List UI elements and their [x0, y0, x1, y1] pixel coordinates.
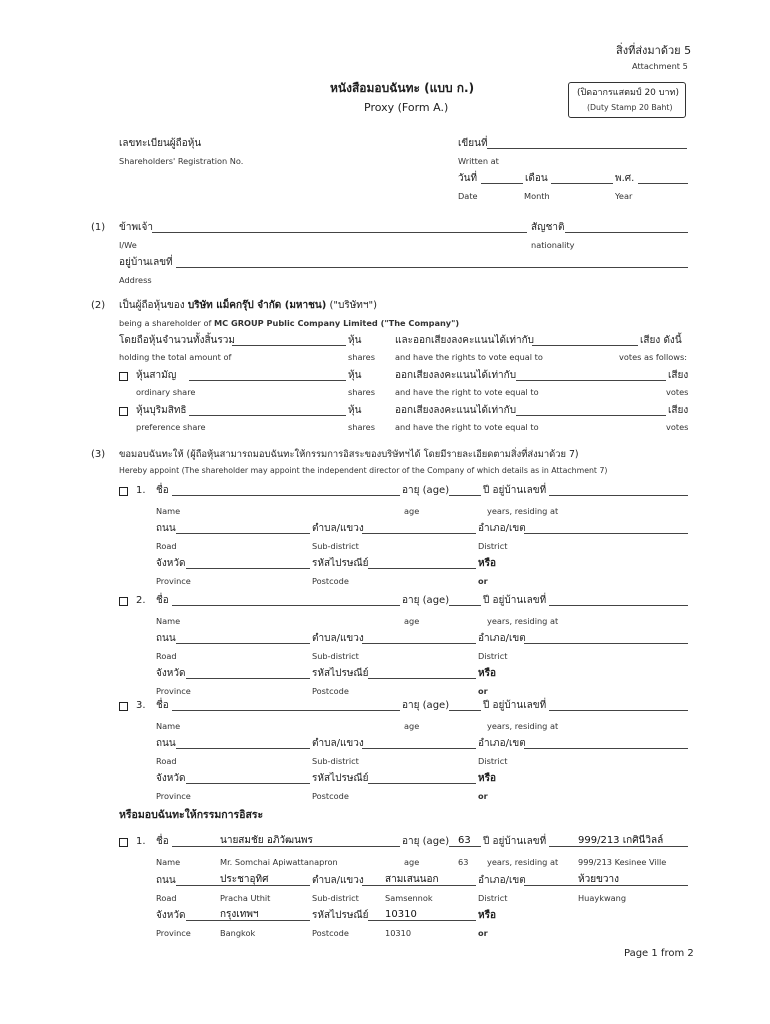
proxy-3-postcode-label-en: Postcode: [312, 791, 349, 801]
indep-postcode-value: 10310: [385, 909, 417, 920]
proxy-3-name-field[interactable]: [172, 710, 400, 711]
proxy-3-residing-label-th: ปี อยู่บ้านเลขที่: [483, 700, 547, 711]
independent-director-heading: หรือมอบฉันทะให้กรรมการอิสระ: [119, 809, 264, 821]
proxy-1-or-label-en: or: [478, 576, 488, 586]
indep-district-line: [524, 885, 688, 886]
indep-name-label-en: Name: [156, 857, 181, 867]
year-label-th: พ.ศ.: [615, 173, 635, 184]
proxy-1-province-label-th: จังหวัด: [156, 558, 186, 569]
proxy-2-postcode-label-th: รหัสไปรษณีย์: [312, 668, 369, 679]
indep-name-value-th: นายสมชัย อภิวัฒนพร: [220, 835, 313, 846]
i-we-label-en: I/We: [119, 240, 137, 250]
indep-subdistrict-label-en: Sub-district: [312, 893, 359, 903]
indep-district-label-en: District: [478, 893, 508, 903]
shares-unit-th: หุ้น: [348, 335, 362, 346]
indep-age-line: [449, 846, 481, 847]
indep-subdistrict-line: [362, 885, 476, 886]
year-label-en: Year: [615, 191, 633, 201]
month-label-th: เดือน: [525, 173, 548, 184]
proxy-2-subdistrict-label-en: Sub-district: [312, 651, 359, 661]
indep-postcode-label-th: รหัสไปรษณีย์: [312, 910, 369, 921]
duty-stamp-box: [568, 82, 686, 118]
proxy-3-road-field[interactable]: [176, 748, 310, 749]
shareholder-of-th: [119, 301, 377, 311]
indep-subdistrict-value-th: สามเสนนอก: [385, 874, 439, 885]
duty-stamp-en: (Duty Stamp 20 Baht): [587, 103, 673, 112]
proxy-1-postcode-label-en: Postcode: [312, 576, 349, 586]
shareholder-of-en-prefix: being a shareholder of: [119, 318, 212, 328]
proxy-3-postcode-label-th: รหัสไปรษณีย์: [312, 773, 369, 784]
total-shares-label-th: โดยถือหุ้นจำนวนทั้งสิ้นรวม: [119, 335, 235, 346]
proxy-2-age-label-th: อายุ (age): [402, 595, 450, 606]
proxy-3-number: 3.: [136, 700, 146, 711]
proxy-3-subdistrict-label-th: ตำบล/แขวง: [312, 738, 364, 749]
nationality-label-th: สัญชาติ: [531, 222, 565, 233]
page-number: Page 1 from 2: [624, 948, 694, 959]
total-votes-field[interactable]: [532, 345, 638, 346]
proxy-3-address-field[interactable]: [549, 710, 688, 711]
ordinary-shares-unit-th: หุ้น: [348, 370, 362, 381]
shareholder-of-en: [119, 319, 459, 327]
ordinary-vote-field[interactable]: [516, 380, 666, 381]
preference-shares-unit-th: หุ้น: [348, 405, 362, 416]
indep-road-line: [176, 885, 310, 886]
ordinary-vote-unit-th: เสียง: [668, 370, 689, 381]
proxy-2-residing-label-en: years, residing at: [487, 616, 559, 626]
proxy-1-district-field[interactable]: [524, 533, 688, 534]
indep-age-value-en: 63: [458, 857, 469, 867]
preference-share-field[interactable]: [189, 415, 346, 416]
indep-name-value-en: Mr. Somchai Apiwattanapron: [220, 857, 338, 867]
proxy-2-or-label-th: หรือ: [478, 668, 496, 679]
proxy-2-name-label-th: ชื่อ: [156, 595, 169, 606]
written-at-label-en: Written at: [458, 156, 499, 166]
proxy-3-province-label-th: จังหวัด: [156, 773, 186, 784]
attachment-number-en: Attachment 5: [632, 61, 688, 71]
duty-stamp-th: (ปิดอากรแสตมป์ 20 บาท): [577, 88, 679, 98]
proxy-2-road-field[interactable]: [176, 643, 310, 644]
preference-vote-unit-en: votes: [666, 422, 689, 432]
year-field[interactable]: [638, 183, 688, 184]
reg-no-label-th: เลขทะเบียนผู้ถือหุ้น: [119, 138, 202, 149]
proxy-3-or-label-th: หรือ: [478, 773, 496, 784]
indep-or-label-th: หรือ: [478, 910, 496, 921]
indep-name-line: [172, 846, 400, 847]
ordinary-vote-unit-en: votes: [666, 387, 689, 397]
ordinary-share-label-en: ordinary share: [136, 387, 196, 397]
total-votes-label-th: และออกเสียงลงคะแนนได้เท่ากับ: [395, 335, 535, 346]
indep-road-label-th: ถนน: [156, 875, 176, 886]
section-2-number: (2): [91, 300, 106, 311]
company-short-th: ("บริษัทฯ"): [329, 300, 378, 311]
proxy-2-postcode-label-en: Postcode: [312, 686, 349, 696]
indep-province-value-en: Bangkok: [220, 928, 256, 938]
nationality-field[interactable]: [565, 232, 688, 233]
proxy-1-subdistrict-label-en: Sub-district: [312, 541, 359, 551]
proxy-3-or-label-en: or: [478, 791, 488, 801]
date-field[interactable]: [481, 183, 523, 184]
proxy-3-road-label-th: ถนน: [156, 738, 176, 749]
proxy-2-province-label-th: จังหวัด: [156, 668, 186, 679]
ordinary-share-field[interactable]: [189, 380, 346, 381]
proxy-3-subdistrict-label-en: Sub-district: [312, 756, 359, 766]
total-shares-field[interactable]: [232, 345, 346, 346]
reg-no-label-en: Shareholders' Registration No.: [119, 156, 244, 166]
proxy-1-postcode-label-th: รหัสไปรษณีย์: [312, 558, 369, 569]
votes-as-follows-th: เสียง ดังนี้: [640, 335, 682, 346]
indep-residing-label-th: ปี อยู่บ้านเลขที่: [483, 836, 547, 847]
total-shares-label-en: holding the total amount of: [119, 352, 232, 362]
date-label-en: Date: [458, 191, 478, 201]
ordinary-vote-label-en: and have the right to vote equal to: [395, 387, 539, 397]
proxy-1-number: 1.: [136, 485, 146, 496]
indep-address-value-th: 999/213 เกศินีวิลล์: [578, 835, 664, 846]
indep-district-value-th: ห้วยขวาง: [578, 874, 620, 885]
proxy-3-district-label-th: อำเภอ/เขต: [478, 738, 526, 749]
votes-as-follows-en: votes as follows:: [619, 352, 688, 362]
preference-shares-unit-en: shares: [348, 422, 375, 432]
proxy-3-district-label-en: District: [478, 756, 508, 766]
preference-vote-unit-th: เสียง: [668, 405, 689, 416]
proxy-3-age-field[interactable]: [449, 710, 481, 711]
proxy-1-name-label-en: Name: [156, 506, 181, 516]
proxy-1-subdistrict-label-th: ตำบล/แขวง: [312, 523, 364, 534]
proxy-2-province-field[interactable]: [186, 678, 310, 679]
proxy-1-road-field[interactable]: [176, 533, 310, 534]
proxy-1-residing-label-th: ปี อยู่บ้านเลขที่: [483, 485, 547, 496]
ordinary-share-checkbox[interactable]: [119, 372, 128, 381]
proxy-2-number: 2.: [136, 595, 146, 606]
preference-share-checkbox[interactable]: [119, 407, 128, 416]
indep-province-line: [186, 920, 310, 921]
address-label-en: Address: [119, 275, 152, 285]
indep-subdistrict-label-th: ตำบล/แขวง: [312, 875, 364, 886]
section-3-number: (3): [91, 449, 106, 460]
indep-district-label-th: อำเภอ/เขต: [478, 875, 526, 886]
section-1-number: (1): [91, 222, 106, 233]
proxy-1-province-field[interactable]: [186, 568, 310, 569]
proxy-1-subdistrict-field[interactable]: [362, 533, 476, 534]
proxy-1-district-label-en: District: [478, 541, 508, 551]
proxy-3-province-label-en: Province: [156, 791, 191, 801]
proxy-1-name-label-th: ชื่อ: [156, 485, 169, 496]
proxy-2-name-label-en: Name: [156, 616, 181, 626]
proxy-1-district-label-th: อำเภอ/เขต: [478, 523, 526, 534]
proxy-3-subdistrict-field[interactable]: [362, 748, 476, 749]
indep-age-label-en: age: [404, 857, 420, 867]
proxy-2-name-field[interactable]: [172, 605, 400, 606]
proxy-3-checkbox[interactable]: [119, 702, 128, 711]
shareholder-name-field[interactable]: [152, 232, 527, 233]
independent-director-number: 1.: [136, 836, 146, 847]
proxy-1-age-label-th: อายุ (age): [402, 485, 450, 496]
proxy-2-age-field[interactable]: [449, 605, 481, 606]
proxy-1-residing-label-en: years, residing at: [487, 506, 559, 516]
proxy-3-postcode-field[interactable]: [368, 783, 476, 784]
indep-postcode-value-en: 10310: [385, 928, 412, 938]
proxy-1-road-label-th: ถนน: [156, 523, 176, 534]
indep-age-label-th: อายุ (age): [402, 836, 450, 847]
proxy-3-province-field[interactable]: [186, 783, 310, 784]
shareholder-of-th-prefix: เป็นผู้ถือหุ้นของ: [119, 300, 185, 311]
proxy-1-or-label-th: หรือ: [478, 558, 496, 569]
indep-address-line: [549, 846, 688, 847]
indep-province-label-th: จังหวัด: [156, 910, 186, 921]
indep-name-label-th: ชื่อ: [156, 836, 169, 847]
proxy-2-checkbox[interactable]: [119, 597, 128, 606]
company-name-th: บริษัท แม็คกรุ๊ป จำกัด (มหาชน): [187, 300, 327, 311]
nationality-label-en: nationality: [531, 240, 575, 250]
proxy-1-checkbox[interactable]: [119, 487, 128, 496]
proxy-2-subdistrict-label-th: ตำบล/แขวง: [312, 633, 364, 644]
ordinary-vote-label-th: ออกเสียงลงคะแนนได้เท่ากับ: [395, 370, 517, 381]
indep-road-label-en: Road: [156, 893, 177, 903]
proxy-3-road-label-en: Road: [156, 756, 177, 766]
proxy-3-residing-label-en: years, residing at: [487, 721, 559, 731]
indep-road-value-th: ประชาอุทิศ: [220, 874, 269, 885]
shares-unit-en: shares: [348, 352, 375, 362]
indep-postcode-label-en: Postcode: [312, 928, 349, 938]
proxy-2-or-label-en: or: [478, 686, 488, 696]
proxy-1-age-field[interactable]: [449, 495, 481, 496]
i-we-label-th: ข้าพเจ้า: [119, 222, 153, 233]
proxy-3-district-field[interactable]: [524, 748, 688, 749]
proxy-1-province-label-en: Province: [156, 576, 191, 586]
month-label-en: Month: [524, 191, 550, 201]
proxy-2-province-label-en: Province: [156, 686, 191, 696]
proxy-2-road-label-en: Road: [156, 651, 177, 661]
proxy-2-age-label-en: age: [404, 616, 420, 626]
proxy-2-postcode-field[interactable]: [368, 678, 476, 679]
indep-postcode-line: [368, 920, 476, 921]
proxy-2-district-field[interactable]: [524, 643, 688, 644]
proxy-1-age-label-en: age: [404, 506, 420, 516]
preference-share-label-th: หุ้นบุริมสิทธิ: [136, 405, 187, 416]
proxy-3-age-label-th: อายุ (age): [402, 700, 450, 711]
proxy-2-road-label-th: ถนน: [156, 633, 176, 644]
proxy-2-district-label-en: District: [478, 651, 508, 661]
appoint-label-th: ขอมอบฉันทะให้ (ผู้ถือหุ้นสามารถมอบฉันทะให้กรรมการอิสระของบริษัทฯได้ โดยมีรายละเอียดตามสิ่งที่ส่งมาด้วย 7): [119, 449, 579, 460]
preference-vote-label-en: and have the right to vote equal to: [395, 422, 539, 432]
ordinary-share-label-th: หุ้นสามัญ: [136, 370, 177, 381]
indep-residing-label-en: years, residing at: [487, 857, 559, 867]
preference-vote-field[interactable]: [516, 415, 666, 416]
month-field[interactable]: [551, 183, 613, 184]
indep-age-value: 63: [458, 835, 471, 846]
form-title-th: หนังสือมอบฉันทะ (แบบ ก.): [330, 81, 475, 95]
proxy-3-name-label-en: Name: [156, 721, 181, 731]
proxy-2-district-label-th: อำเภอ/เขต: [478, 633, 526, 644]
address-label-th: อยู่บ้านเลขที่: [119, 257, 173, 268]
form-title-en: Proxy (Form A.): [364, 101, 449, 114]
appoint-label-en: Hereby appoint (The shareholder may appoint the independent director of the Company of which details as in Attachment 7): [119, 466, 608, 475]
indep-subdistrict-value-en: Samsennok: [385, 893, 433, 903]
indep-district-value-en: Huaykwang: [578, 893, 627, 903]
proxy-2-subdistrict-field[interactable]: [362, 643, 476, 644]
attachment-number-th: สิ่งที่ส่งมาด้วย 5: [616, 44, 692, 57]
indep-province-value-th: กรุงเทพฯ: [220, 909, 259, 920]
proxy-3-name-label-th: ชื่อ: [156, 700, 169, 711]
ordinary-shares-unit-en: shares: [348, 387, 375, 397]
indep-address-value-en: 999/213 Kesinee Ville: [578, 857, 667, 867]
proxy-1-road-label-en: Road: [156, 541, 177, 551]
proxy-1-name-field[interactable]: [172, 495, 400, 496]
indep-or-label-en: or: [478, 928, 488, 938]
proxy-1-postcode-field[interactable]: [368, 568, 476, 569]
preference-vote-label-th: ออกเสียงลงคะแนนได้เท่ากับ: [395, 405, 517, 416]
company-name-en: MC GROUP Public Company Limited ("The Company"): [214, 318, 460, 328]
date-label-th: วันที่: [458, 173, 478, 184]
proxy-2-address-field[interactable]: [549, 605, 688, 606]
indep-province-label-en: Province: [156, 928, 191, 938]
written-at-field[interactable]: [487, 148, 687, 149]
address-field[interactable]: [176, 267, 688, 268]
indep-road-value-en: Pracha Uthit: [220, 893, 271, 903]
proxy-2-residing-label-th: ปี อยู่บ้านเลขที่: [483, 595, 547, 606]
independent-director-checkbox[interactable]: [119, 838, 128, 847]
proxy-1-address-field[interactable]: [549, 495, 688, 496]
preference-share-label-en: preference share: [136, 422, 206, 432]
proxy-3-age-label-en: age: [404, 721, 420, 731]
written-at-label-th: เขียนที่: [458, 138, 488, 149]
total-votes-label-en: and have the rights to vote equal to: [395, 352, 543, 362]
